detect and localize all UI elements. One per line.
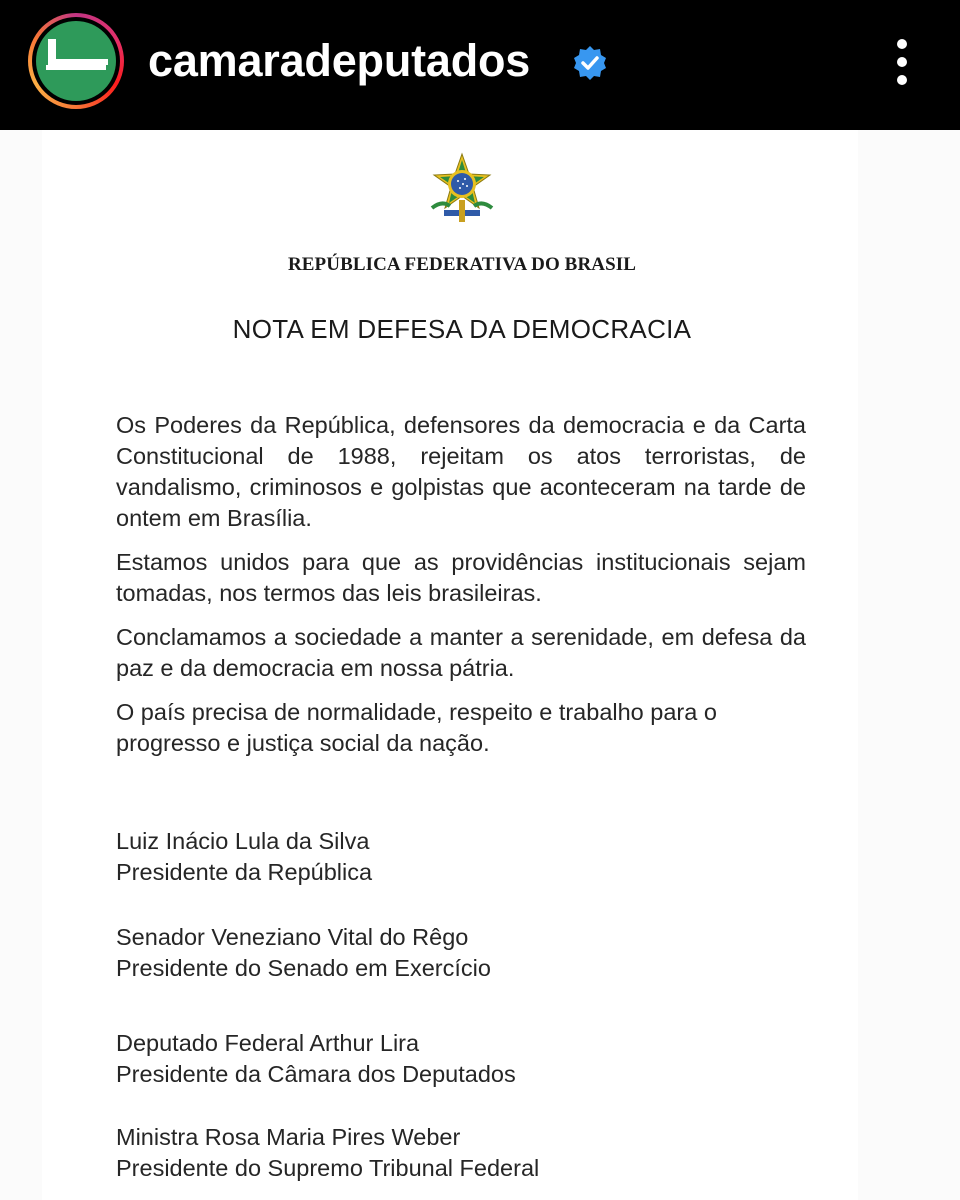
signatory-name: Luiz Inácio Lula da Silva bbox=[116, 828, 370, 854]
signatory-name: Deputado Federal Arthur Lira bbox=[116, 1030, 420, 1056]
paragraph: Estamos unidos para que as providências institucionais sejam tomadas, nos termos das leis brasileiras. bbox=[116, 549, 806, 606]
signature-block bbox=[116, 922, 816, 984]
signatory-name: Senador Veneziano Vital do Rêgo bbox=[116, 924, 469, 950]
brazil-coat-of-arms-icon bbox=[422, 148, 502, 228]
signature-block bbox=[116, 1122, 816, 1184]
paragraph: O país precisa de normalidade, respeito e trabalho para o progresso e justiça social da nação. bbox=[116, 699, 717, 756]
verified-badge-icon bbox=[572, 45, 608, 81]
paragraph: Conclamamos a sociedade a manter a serenidade, em defesa da paz e da democracia em nossa pátria. bbox=[116, 624, 806, 681]
account-name[interactable]: camaradeputados bbox=[148, 35, 531, 86]
camara-logo-icon bbox=[36, 21, 116, 101]
paragraph: Os Poderes da República, defensores da democracia e da Carta Constitucional de 1988, rejeitam os atos terroristas, de vandalismo, criminosos e golpistas que aconteceram na tarde de ontem em Brasília. bbox=[116, 412, 806, 531]
signatory-role: Presidente do Senado em Exercício bbox=[116, 955, 491, 981]
signature-block bbox=[116, 1028, 816, 1090]
document-title: NOTA EM DEFESA DA DEMOCRACIA bbox=[232, 314, 692, 344]
avatar-image bbox=[32, 17, 120, 105]
profile-avatar[interactable] bbox=[28, 13, 124, 109]
document-body bbox=[116, 410, 806, 772]
document-heading: REPÚBLICA FEDERATIVA DO BRASIL bbox=[287, 254, 637, 275]
signatory-role: Presidente do Supremo Tribunal Federal bbox=[116, 1155, 540, 1181]
signature-block bbox=[116, 826, 816, 888]
more-options-icon[interactable] bbox=[880, 34, 924, 90]
post-header bbox=[0, 0, 960, 130]
signatory-role: Presidente da Câmara dos Deputados bbox=[116, 1061, 516, 1087]
signatory-role: Presidente da República bbox=[116, 859, 373, 885]
signatory-name: Ministra Rosa Maria Pires Weber bbox=[116, 1124, 461, 1150]
